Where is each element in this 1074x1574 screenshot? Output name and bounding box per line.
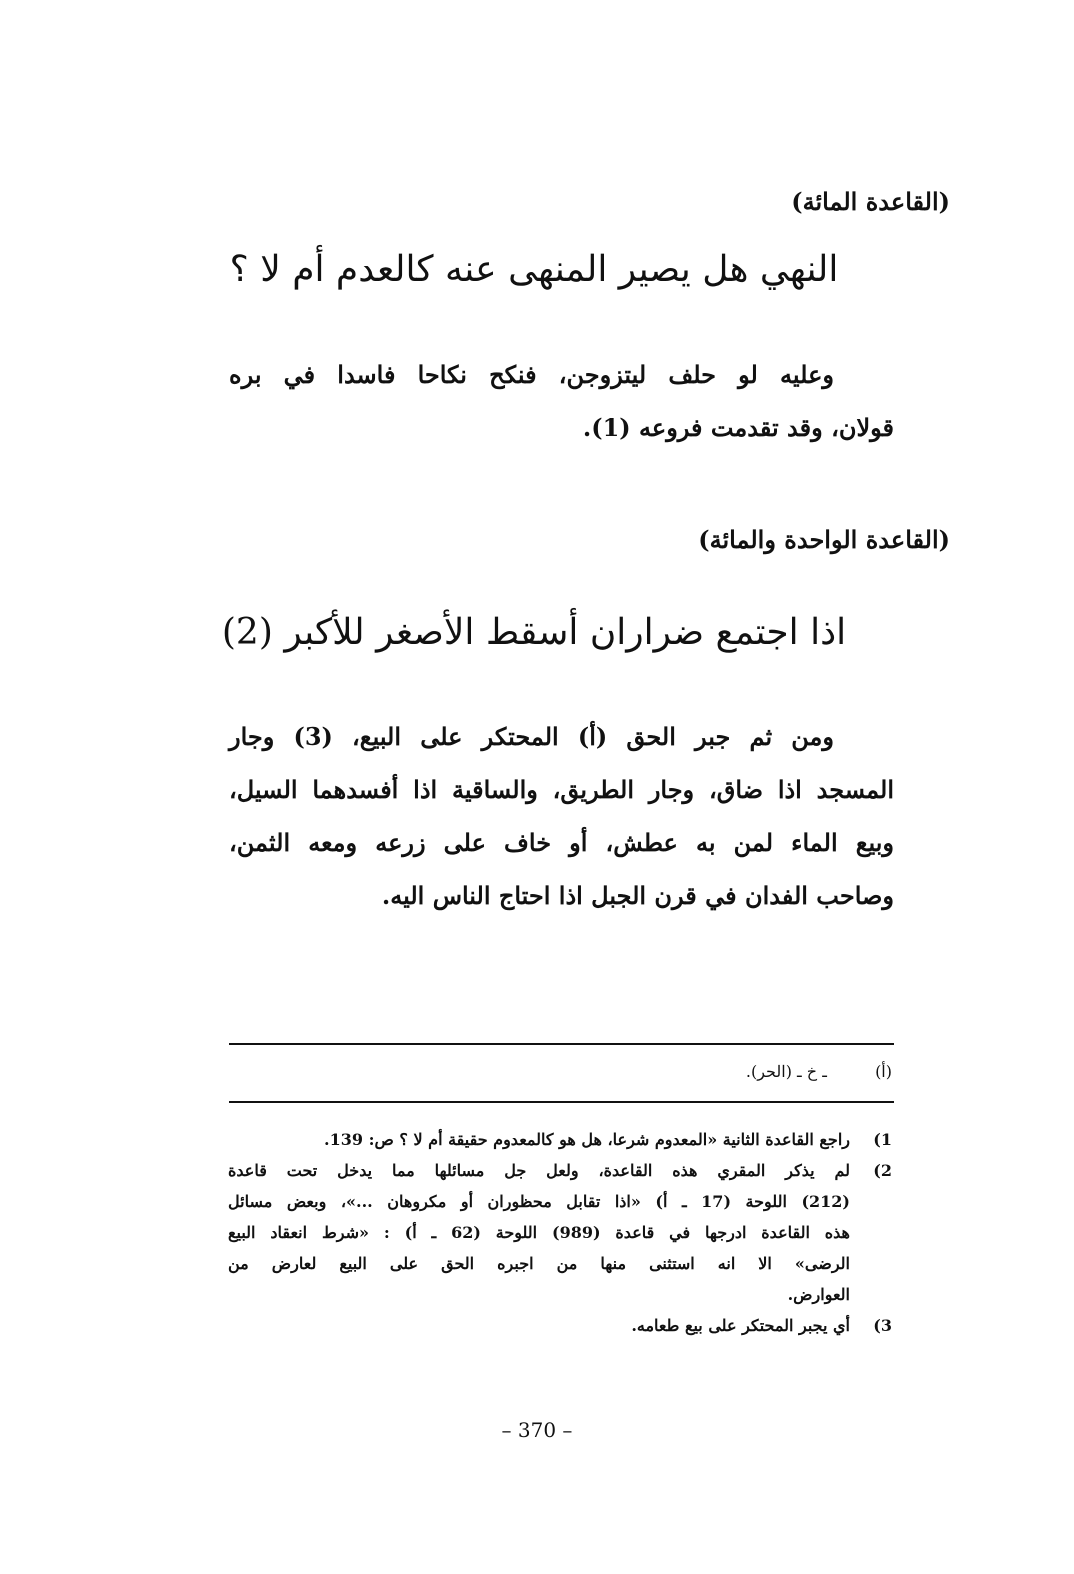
rule-paragraph-101 [229, 710, 894, 922]
footnote-line: راجع القاعدة الثانية «المعدوم شرعا، هل هو كالمعدوم حقيقة أم لا ؟ ص: 139. [324, 1130, 850, 1149]
footnote-line: الرضى» الا انه استثنى منها من اجبره الحق على البيع لعارض من [228, 1254, 850, 1273]
footnote-number: 3) [873, 1316, 892, 1335]
rule-label-101: (القاعدة الواحدة والمائة) [698, 525, 950, 554]
variant-note-text: ـ خ ـ (الحر). [745, 1062, 827, 1081]
rule-heading-100: النهي هل يصير المنهى عنه كالعدم أم لا ؟ [229, 249, 839, 290]
footnote-number: 2) [873, 1161, 892, 1180]
paragraph-line: قولان، وقد تقدمت فروعه (1). [582, 413, 894, 442]
footnote-number: 1) [873, 1130, 892, 1149]
paragraph-line: وعليه لو حلف ليتزوجن، فنكح نكاحا فاسدا في بره [229, 360, 834, 389]
rule-heading-101: اذا اجتمع ضراران أسقط الأصغر للأكبر (2) [221, 612, 847, 653]
footnote-line: لم يذكر المقري هذه القاعدة، ولعل جل مسائلها مما يدخل تحت قاعدة [228, 1161, 851, 1180]
paragraph-line: المسجد اذا ضاق، وجار الطريق، والساقية اذا أفسدهما السيل، [229, 775, 894, 804]
footnote-line: العوارض. [787, 1285, 850, 1304]
paragraph-line: ومن ثم جبر الحق (أ) المحتكر على البيع، (3) وجار [229, 722, 835, 751]
footnotes [228, 1124, 892, 1341]
variant-note-mark: (أ) [875, 1062, 892, 1081]
footnote-divider [229, 1043, 894, 1045]
footnote-line: (212) اللوحة (17 ـ أ) «اذا تقابل محظوران أو مكروهان ...»، وبعض مسائل [228, 1192, 850, 1211]
page-number: – 370 – [501, 1418, 573, 1442]
rule-label-100: (القاعدة المائة) [791, 187, 950, 216]
paragraph-line: وصاحب الفدان في قرن الجبل اذا احتاج الناس اليه. [381, 881, 894, 910]
variant-note [746, 1064, 892, 1080]
paragraph-line: وبيع الماء لمن به عطش، أو خاف على زرعه ومعه الثمن، [229, 828, 894, 857]
footnote-line: أي يجبر المحتكر على بيع طعامه. [631, 1316, 850, 1335]
rule-paragraph-100 [229, 348, 894, 454]
footnote-1 [228, 1124, 892, 1155]
footnote-2 [228, 1155, 892, 1310]
footnote-line: هذه القاعدة ادرجها في قاعدة (989) اللوحة (62 ـ أ) : «شرط انعقاد البيع [228, 1223, 850, 1242]
footnote-3 [228, 1310, 892, 1341]
footnote-divider [229, 1101, 894, 1103]
